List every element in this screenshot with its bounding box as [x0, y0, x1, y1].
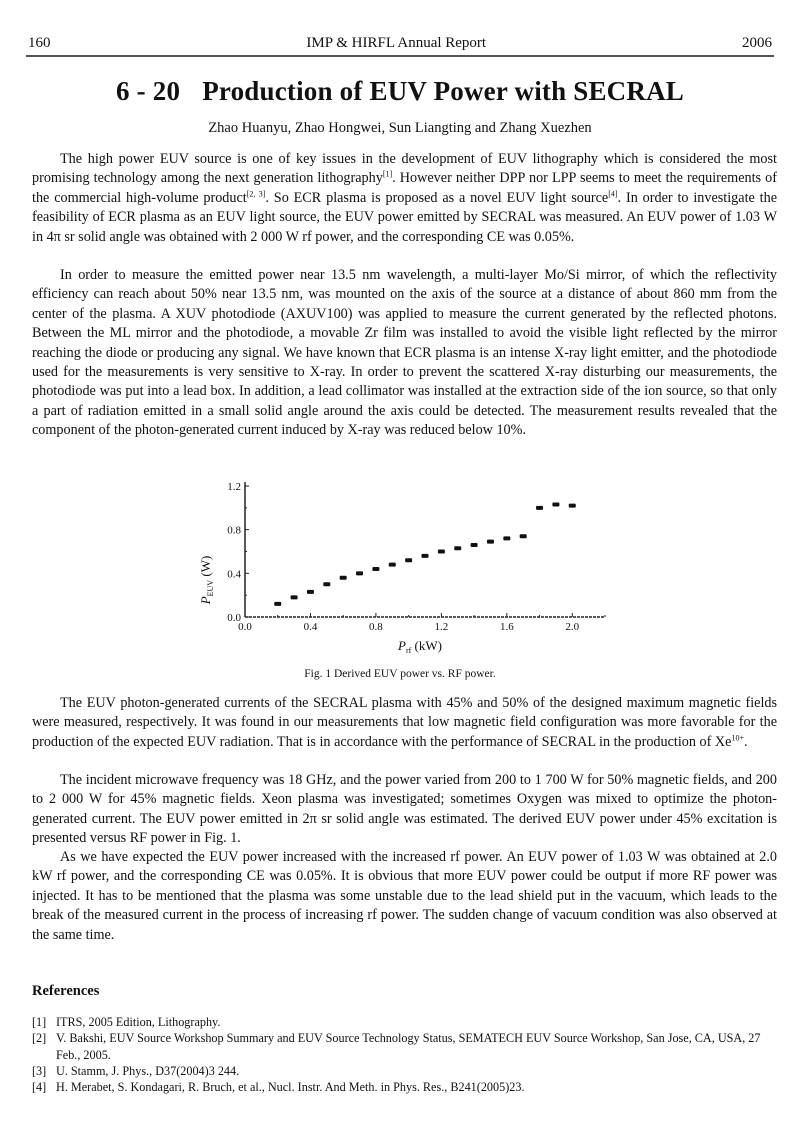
- paragraph-method: In order to measure the emitted power near 13.5 nm wavelength, a multi-layer Mo/Si mirror, of which the reflectivity efficiency can reach about 50% near 13.5 nm, was mounted on the axis of the source at a distance of about 860 mm from the center of the plasma. A XUV photodiode (AXUV100) was applied to measure the current generated by the reflected photons. Between the ML mirror and the photodiode, a movable Zr film was installed to avoid the visible light reflected by the mirror reaching the diode or producing any signal. We have known that ECR plasma is an intense X-ray light emitter, and the photodiode used for the measurements is very sensitive to X-ray. In order to prevent the scattered X-ray disturbing our measurements, the photodiode was put into a lead box. In addition, a lead collimator was installed at the extraction side of the ion source, so that only a part of radiation emitted in a small solid angle around the axis could be detected. The measurement results revealed that the component of the photon-generated current induced by X-ray was reduced below 10%.: [32, 267, 777, 439]
- reference-text: V. Bakshi, EUV Source Workshop Summary and EUV Source Technology Status, SEMATECH EUV Source Workshop, San Jose, CA, USA, 27 Feb., 2005.: [56, 1031, 761, 1062]
- data-point: [340, 576, 347, 580]
- data-point: [569, 504, 576, 508]
- reference-text: H. Merabet, S. Kondagari, R. Bruch, et al., Nucl. Instr. And Meth. in Phys. Res., B241(2005)23.: [56, 1080, 525, 1095]
- reference-number: [3]: [32, 1063, 47, 1078]
- figure-caption: Fig. 1 Derived EUV power vs. RF power.: [304, 668, 496, 680]
- data-point: [536, 506, 543, 510]
- data-point: [438, 550, 445, 554]
- reference-number: [1]: [32, 1015, 47, 1029]
- references-heading: References: [32, 983, 100, 999]
- x-tick-label: 0.4: [303, 621, 318, 633]
- x-tick-label: 0.8: [369, 621, 383, 633]
- header-divider: [26, 55, 774, 57]
- paragraph-intro: The high power EUV source is one of key issues in the development of EUV lithography which is considered the most promising technology among the next generation lithography[1]. However neither DPP nor LPP seems to meet the requirements of the commercial high-volume product[2, 3]. So ECR plasma is proposed as a novel EUV light source[4]. In order to investigate the feasibility of ECR plasma as an EUV light source, the EUV power emitted by SECRAL was measured. An EUV power of 1.03 W in 4π sr solid angle was obtained with 2 000 W rf power, and the corresponding CE was 0.05%.: [32, 151, 777, 245]
- data-point: [487, 540, 494, 544]
- data-point: [454, 546, 461, 550]
- journal-title: IMP & HIRFL Annual Report: [306, 35, 487, 51]
- data-point: [323, 582, 330, 586]
- data-point: [291, 595, 298, 599]
- data-point: [356, 571, 363, 575]
- article-number: 6 - 20: [116, 76, 181, 106]
- y-axis-label: $P_{EUV}$ (W): [198, 555, 215, 605]
- x-tick-label: 0.0: [238, 621, 252, 633]
- reference-item: [32, 1079, 780, 1095]
- report-year: 2006: [741, 35, 772, 51]
- y-tick-label: 0.4: [227, 568, 241, 581]
- reference-number: [4]: [32, 1080, 47, 1095]
- reference-number: [2]: [32, 1031, 47, 1046]
- citation: [4]: [608, 189, 618, 199]
- data-point: [389, 563, 396, 567]
- x-axis-label: $P_{rf}$ (kW): [398, 638, 442, 655]
- reference-item: [32, 1063, 780, 1079]
- charge-state: 10+: [731, 733, 744, 743]
- x-tick-label: 1.6: [499, 621, 514, 633]
- paragraph-magnetic-fields: The EUV photon-generated currents of the SECRAL plasma with 45% and 50% of the designed maximum magnetic fields were measured, respectively. It was found in our measurements that low magnetic field configuration was more favorable for the production of the expected EUV radiation. That is in accordance with the performance of SECRAL in the production of $Xe^{10+}$.: [32, 695, 777, 750]
- reference-list: [32, 1014, 780, 1095]
- data-point: [405, 558, 412, 562]
- paragraph-results: As we have expected the EUV power increased with the increased rf power. An EUV power of 1.03 W was obtained at 2.0 kW rf power, and the corresponding CE was 0.05%. It is obvious that more EUV power could be output if more RF power was injected. It has to be mentioned that the plasma was some unstable due to the lead shield put in the vacuum, which leads to the break of the measured current in the process of increasing rf power. The sudden change of vacuum condition was also observed at the same time.: [32, 849, 777, 943]
- data-point: [552, 503, 559, 507]
- author-list: Zhao Huanyu, Zhao Hongwei, Sun Liangting and Zhang Xuezhen: [208, 120, 592, 136]
- article-title-text: Production of EUV Power with SECRAL: [202, 76, 684, 106]
- scatter-plot: [190, 472, 610, 672]
- reference-text: ITRS, 2005 Edition, Lithography.: [56, 1015, 221, 1029]
- data-point: [274, 602, 281, 606]
- data-point: [520, 534, 527, 538]
- x-tick-label: 1.2: [434, 621, 449, 633]
- data-point: [372, 567, 379, 571]
- data-point: [307, 590, 314, 594]
- data-point: [503, 536, 510, 540]
- reference-item: [32, 1030, 780, 1063]
- running-header: [28, 30, 772, 52]
- y-tick-label: 0.0: [227, 612, 241, 624]
- paragraph-microwave: The incident microwave frequency was 18 GHz, and the power varied from 200 to 1 700 W for 50% magnetic fields, and 200 to 2 000 W for 45% magnetic fields. Xeon plasma was investigated; sometimes Oxygen was mixed to optimize the photon-generated current. The EUV power emitted in 2π sr solid angle was estimated. The derived EUV power under 45% excitation is presented versus RF power in Fig. 1.: [32, 772, 777, 847]
- citation: [2, 3]: [246, 189, 266, 199]
- y-tick-label: 0.8: [227, 524, 241, 537]
- data-point: [422, 554, 429, 558]
- page-number: 160: [28, 35, 51, 51]
- reference-item: [32, 1014, 780, 1030]
- x-tick-label: 2.0: [565, 621, 580, 633]
- citation: [1]: [382, 169, 393, 179]
- data-point: [471, 543, 478, 547]
- figure-1-chart: [190, 472, 610, 672]
- reference-text: U. Stamm, J. Phys., D37(2004)3 244.: [56, 1063, 240, 1078]
- article-title: [0, 76, 800, 107]
- y-tick-label: 1.2: [227, 481, 241, 493]
